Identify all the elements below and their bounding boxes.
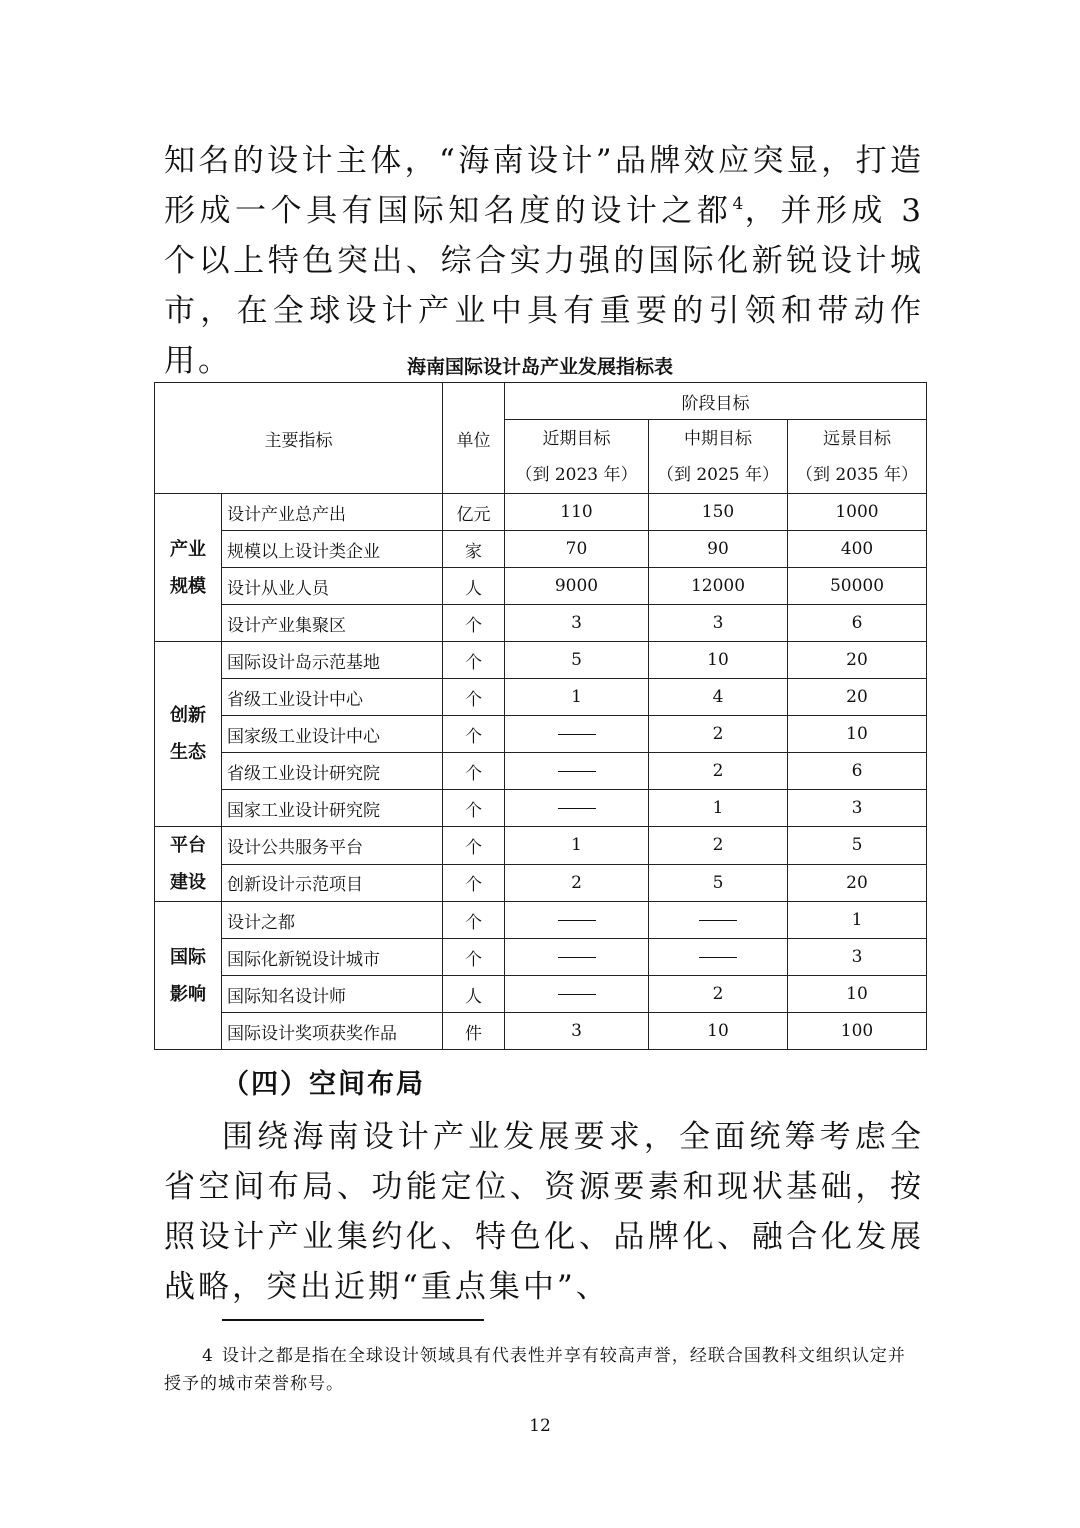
indicator-name-cell: 省级工业设计中心 [222,679,443,716]
near-target-cell: 3 [505,605,649,642]
table-row [155,642,927,679]
far-target-cell: 10 [788,976,927,1013]
table-row [155,679,927,716]
not-applicable-dash [699,957,737,958]
unit-cell: 人 [443,568,505,605]
table-row [155,568,927,605]
near-target-cell [505,976,649,1013]
unit-cell: 个 [443,902,505,939]
footnote-number: 4 [202,1346,214,1366]
page-number: 12 [529,1416,551,1436]
near-target-cell: 9000 [505,568,649,605]
category-label: 创新 [170,705,206,726]
unit-cell: 人 [443,976,505,1013]
mid-target-cell: 2 [649,827,788,865]
category-label: 规模 [170,575,206,597]
indicator-name-cell: 省级工业设计研究院 [222,753,443,790]
header-stage-mid: 中期目标 （到 2025 年） [649,420,788,494]
indicator-name-cell: 设计公共服务平台 [222,827,443,865]
table-row [155,494,927,531]
category-label: 建设 [170,872,206,893]
far-target-cell: 20 [788,642,927,679]
table-row [155,753,927,790]
header-stage-near: 近期目标 （到 2023 年） [505,420,649,494]
indicator-name-cell: 设计产业总产出 [222,494,443,531]
mid-target-cell: 1 [649,790,788,827]
mid-target-cell: 2 [649,716,788,753]
near-target-cell: 1 [505,679,649,716]
far-target-cell: 20 [788,679,927,716]
unit-cell: 个 [443,679,505,716]
table-title: 海南国际设计岛产业发展指标表 [406,356,673,378]
header-indicator: 主要指标 [155,383,443,494]
footnote-reference[interactable]: 4 [732,194,744,214]
mid-target-cell: 5 [649,864,788,902]
category-cell [155,827,222,902]
mid-target-cell [649,902,788,939]
far-target-cell: 10 [788,716,927,753]
category-label: 平台 [170,835,206,856]
mid-target-cell: 10 [649,1013,788,1050]
indicator-table [154,382,927,1050]
unit-cell: 个 [443,939,505,976]
table-row [155,716,927,753]
indicator-name-cell: 国际设计岛示范基地 [222,642,443,679]
category-cell [155,642,222,827]
indicator-name-cell: 国际化新锐设计城市 [222,939,443,976]
indicator-name-cell: 国家工业设计研究院 [222,790,443,827]
footnote-text: 设计之都是指在全球设计领域具有代表性并享有较高声誉，经联合国教科文组织认定并授予的城市荣誉称号。 [164,1346,906,1394]
table-row [155,827,927,865]
unit-cell: 个 [443,753,505,790]
near-target-cell: 1 [505,827,649,865]
far-target-cell: 50000 [788,568,927,605]
body-paragraph-top [164,136,924,386]
not-applicable-dash [558,994,596,995]
mid-target-cell: 10 [649,642,788,679]
footnote [164,1342,920,1398]
mid-target-cell: 2 [649,976,788,1013]
category-label: 产业 [170,538,206,560]
unit-cell: 个 [443,827,505,865]
indicator-name-cell: 设计从业人员 [222,568,443,605]
far-target-cell: 20 [788,864,927,902]
table-row [155,976,927,1013]
unit-cell: 个 [443,605,505,642]
far-target-cell: 5 [788,827,927,865]
category-label: 国际 [170,946,206,968]
indicator-name-cell: 创新设计示范项目 [222,864,443,902]
near-target-cell: 110 [505,494,649,531]
unit-cell: 亿元 [443,494,505,531]
table-row [155,605,927,642]
not-applicable-dash [558,771,596,772]
indicator-name-cell: 设计产业集聚区 [222,605,443,642]
unit-cell: 个 [443,716,505,753]
near-target-cell: 3 [505,1013,649,1050]
table-row [155,902,927,939]
unit-cell: 家 [443,531,505,568]
mid-target-cell: 90 [649,531,788,568]
header-stage-far: 远景目标 （到 2035 年） [788,420,927,494]
category-cell [155,494,222,642]
table-row [155,1013,927,1050]
paragraph-text: 知名的设计主体，“海南设计”品牌效应突显，打造形成一个具有国际知名度的设计之都 [164,143,924,229]
category-label: 生态 [170,742,206,763]
far-target-cell: 3 [788,939,927,976]
footnote-divider [222,1319,484,1321]
mid-target-cell [649,939,788,976]
unit-cell: 个 [443,864,505,902]
body-paragraph-bottom: 围绕海南设计产业发展要求，全面统筹考虑全省空间布局、功能定位、资源要素和现状基础，按照设计产业集约化、特色化、品牌化、融合化发展战略，突出近期“重点集中”、 [164,1119,924,1305]
far-target-cell: 6 [788,605,927,642]
table-row [155,939,927,976]
indicator-name-cell: 规模以上设计类企业 [222,531,443,568]
near-target-cell [505,716,649,753]
mid-target-cell: 150 [649,494,788,531]
near-target-cell [505,753,649,790]
far-target-cell: 1000 [788,494,927,531]
near-target-cell [505,902,649,939]
far-target-cell: 100 [788,1013,927,1050]
indicator-name-cell: 设计之都 [222,902,443,939]
far-target-cell: 6 [788,753,927,790]
not-applicable-dash [558,734,596,735]
near-target-cell [505,790,649,827]
table-row [155,531,927,568]
category-label: 影响 [170,983,206,1005]
header-stage-group: 阶段目标 [505,383,927,420]
near-target-cell: 70 [505,531,649,568]
unit-cell: 个 [443,790,505,827]
unit-cell: 个 [443,642,505,679]
not-applicable-dash [558,957,596,958]
mid-target-cell: 2 [649,753,788,790]
indicator-name-cell: 国家级工业设计中心 [222,716,443,753]
mid-target-cell: 12000 [649,568,788,605]
far-target-cell: 1 [788,902,927,939]
category-cell [155,902,222,1050]
table-row [155,790,927,827]
header-unit: 单位 [443,383,505,494]
far-target-cell: 3 [788,790,927,827]
near-target-cell: 2 [505,864,649,902]
near-target-cell: 5 [505,642,649,679]
unit-cell: 件 [443,1013,505,1050]
not-applicable-dash [699,920,737,921]
paragraph-text: ，并形成 3 个以上特色突出、综合实力强的国际化新锐设计城市，在全球设计产业中具有重要的引领和带动作用。 [164,193,925,379]
near-target-cell [505,939,649,976]
not-applicable-dash [558,808,596,809]
indicator-name-cell: 国际知名设计师 [222,976,443,1013]
section-heading: （四）空间布局 [222,1069,425,1100]
not-applicable-dash [558,920,596,921]
table-body [155,494,927,1050]
table-row [155,864,927,902]
mid-target-cell: 4 [649,679,788,716]
far-target-cell: 400 [788,531,927,568]
indicator-name-cell: 国际设计奖项获奖作品 [222,1013,443,1050]
mid-target-cell: 3 [649,605,788,642]
